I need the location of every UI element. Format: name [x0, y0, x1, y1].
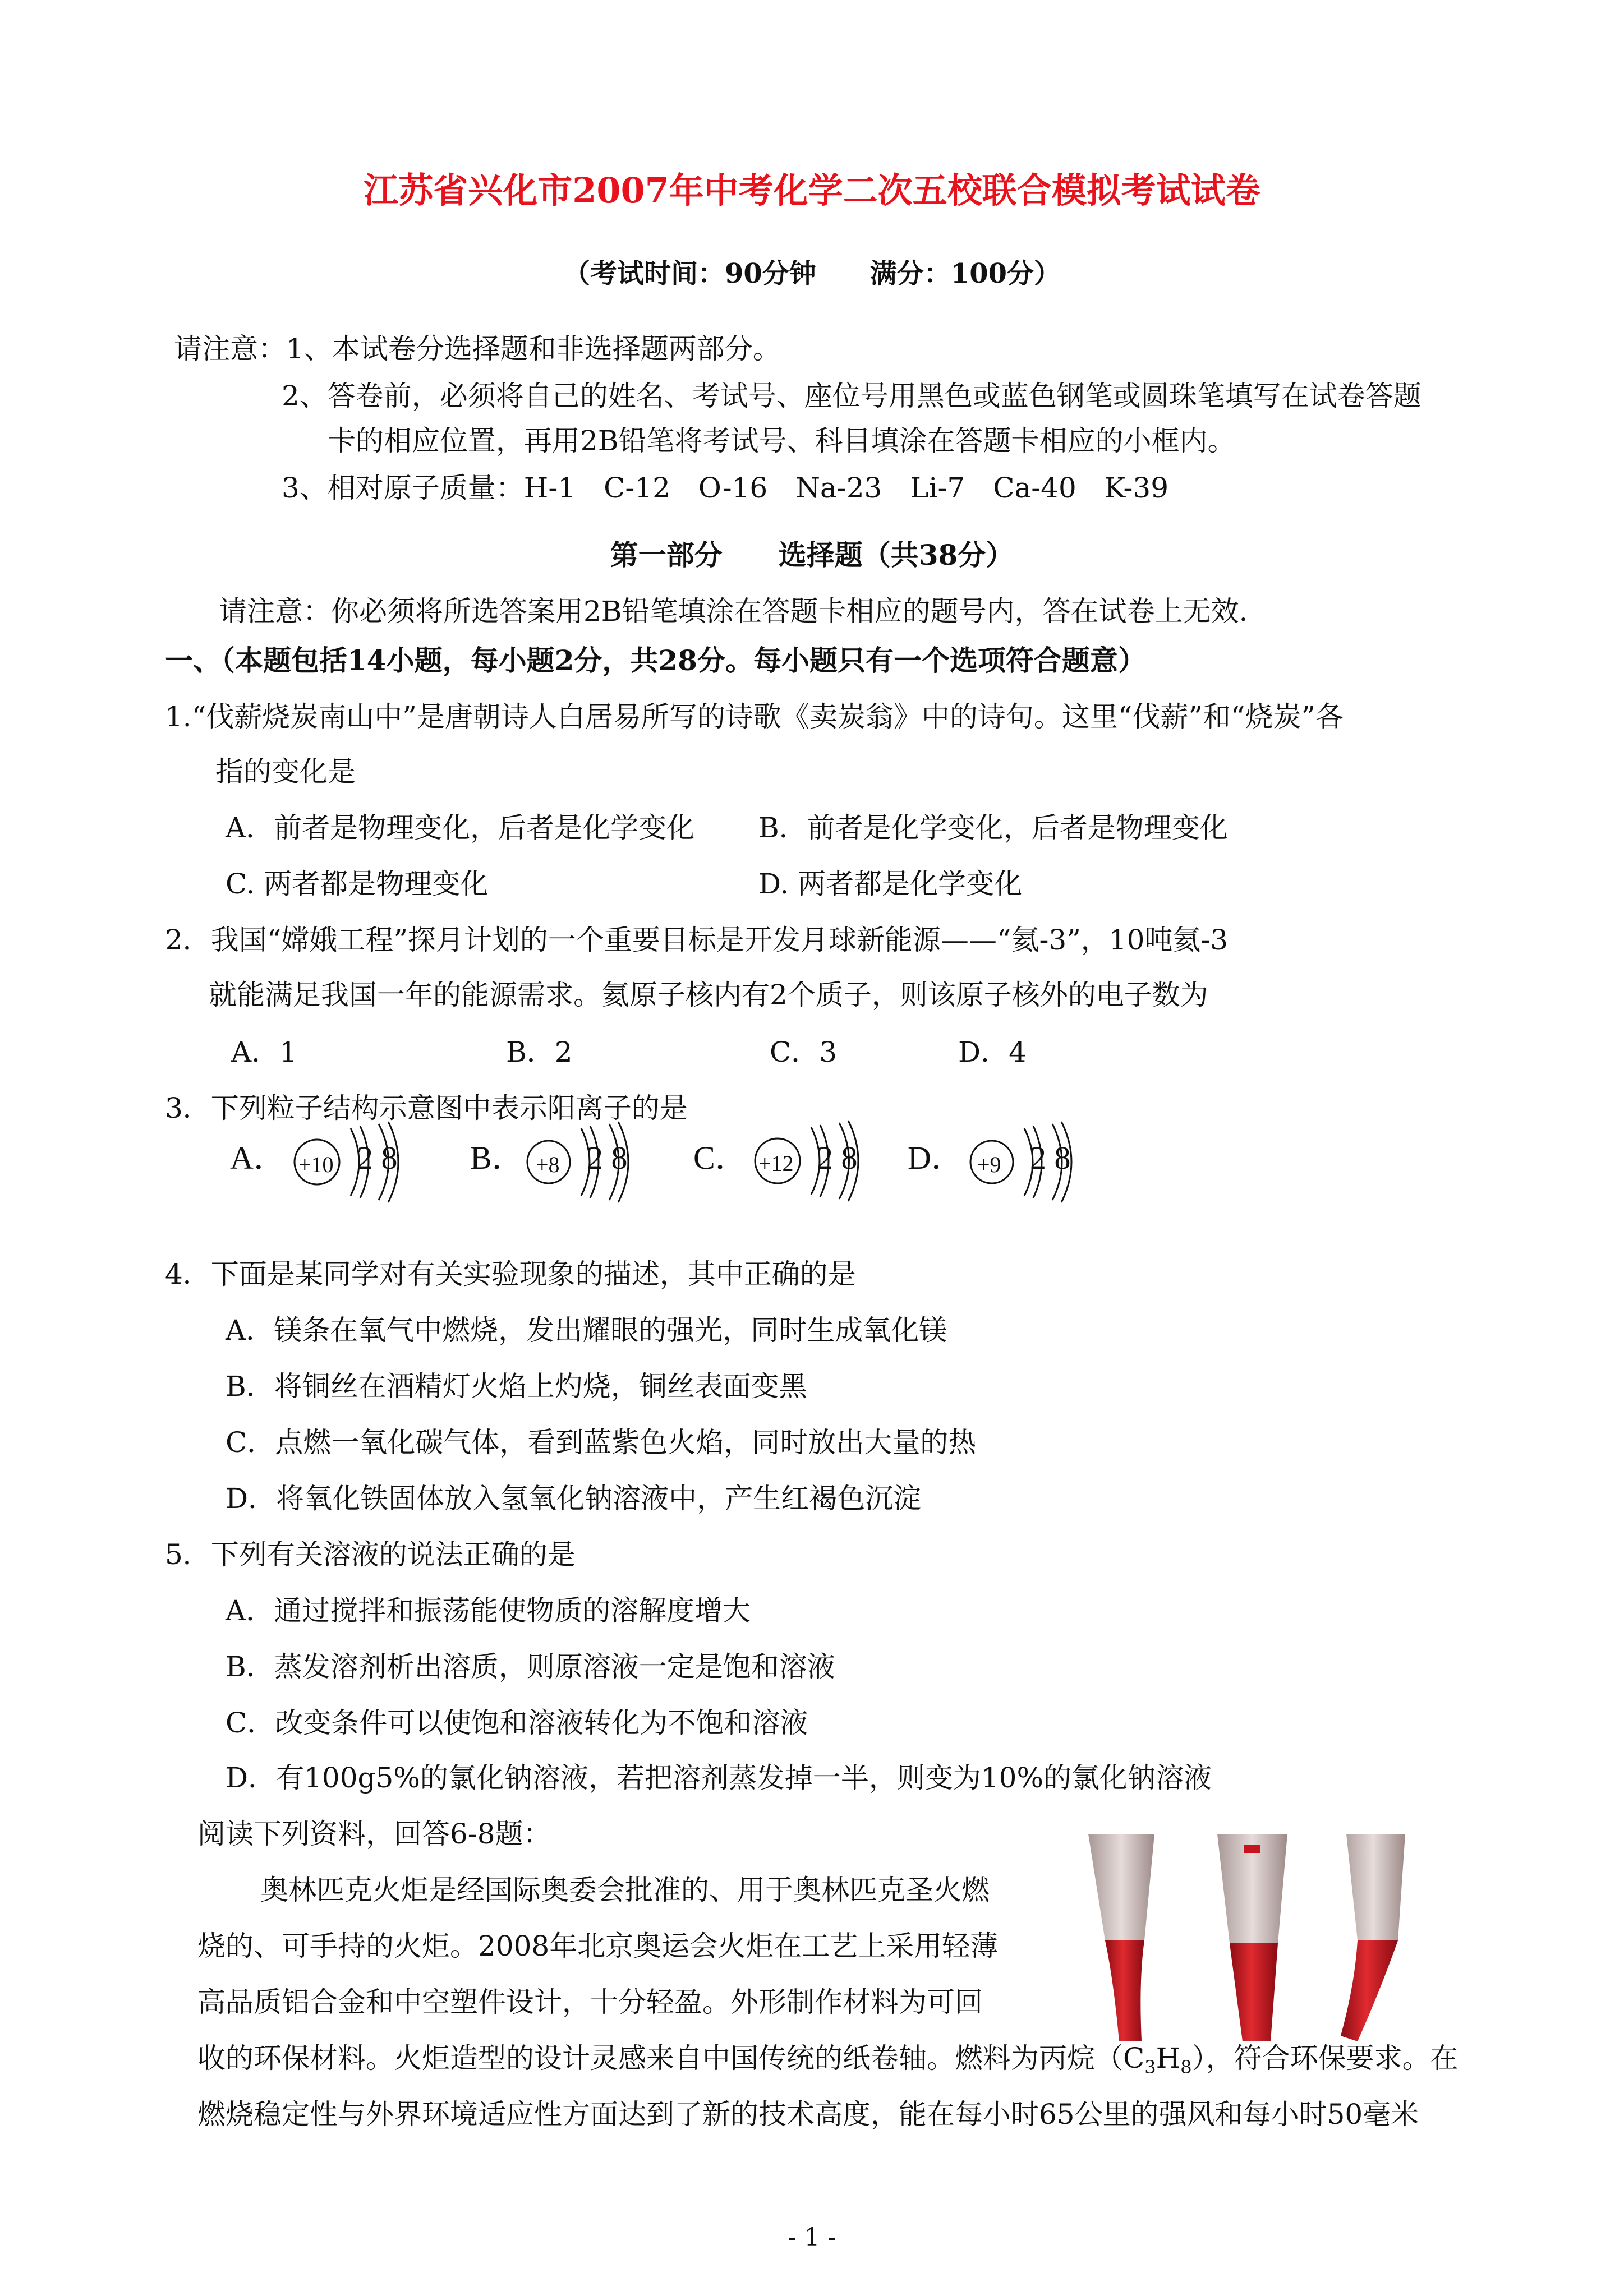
q3-stem: 3．下列粒子结构示意图中表示阳离子的是	[165, 1092, 688, 1124]
q3-option-c-label: C．	[693, 1140, 748, 1176]
q3-option-b-shells: 2 8	[587, 1140, 628, 1176]
exam-title: 江苏省兴化市2007年中考化学二次五校联合模拟考试试卷	[364, 170, 1260, 211]
reading-intro: 阅读下列资料，回答6-8题：	[197, 1818, 551, 1850]
q3-option-a-shells: 2 8	[357, 1140, 398, 1176]
q2-option-c: C．3	[770, 1036, 838, 1068]
section1-heading: 一、（本题包括14小题，每小题2分，共28分。每小题只有一个选项符合题意）	[165, 644, 1146, 677]
q5-option-c: C．改变条件可以使饱和溶液转化为不饱和溶液	[226, 1707, 808, 1739]
q2-option-a: A．1	[231, 1036, 297, 1068]
q3-option-d-label: D．	[908, 1140, 964, 1176]
reading-line-5: 燃烧稳定性与外界环境适应性方面达到了新的技术高度，能在每小时65公里的强风和每小时50毫米	[197, 2098, 1419, 2131]
reading-line-3: 高品质铝合金和中空塑件设计，十分轻盈。外形制作材料为可回	[197, 1986, 983, 2018]
reading-line-4-end: ），符合环保要求。在	[1191, 2042, 1459, 2074]
page-number: - 1 -	[788, 2223, 836, 2252]
reading-line-4	[197, 2041, 1459, 2084]
q3-option-d-shells: 2 8	[1030, 1140, 1071, 1176]
q3-option-a-diagram	[230, 1116, 415, 1206]
reading-line-2: 烧的、可手持的火炬。2008年北京奥运会火炬在工艺上采用轻薄	[197, 1930, 999, 1962]
atom-diagram-b	[470, 1116, 655, 1206]
torch-right-icon	[1341, 1834, 1405, 2041]
q4-option-a: A．镁条在氧气中燃烧，发出耀眼的强光，同时生成氧化镁	[226, 1314, 947, 1347]
q3-option-c-shells: 2 8	[817, 1140, 858, 1176]
propane-subscript-3: 3	[1144, 2057, 1156, 2078]
q4-option-b: B．将铜丝在酒精灯火焰上灼烧，铜丝表面变黑	[226, 1370, 807, 1403]
q3-option-a-label: A．	[230, 1140, 286, 1176]
q3-option-b-diagram	[470, 1116, 655, 1206]
q1-option-b: B．前者是化学变化，后者是物理变化	[758, 812, 1228, 844]
q3-option-b-label: B．	[470, 1140, 525, 1176]
q4-option-c: C．点燃一氧化碳气体，看到蓝紫色火焰，同时放出大量的热	[226, 1426, 977, 1459]
q3-option-c-diagram	[693, 1116, 878, 1206]
q2-option-d: D．4	[958, 1036, 1027, 1068]
q3-option-b-nucleus: +8	[536, 1152, 560, 1177]
q5-stem: 5．下列有关溶液的说法正确的是	[165, 1538, 576, 1571]
olympic-torch-image	[1060, 1834, 1624, 2047]
part1-heading: 第一部分 选择题（共38分）	[610, 538, 1014, 571]
notice-line-2: 2、答卷前，必须将自己的姓名、考试号、座位号用黑色或蓝色钢笔或圆珠笔填写在试卷答题	[282, 380, 1421, 412]
part1-note: 请注意：你必须将所选答案用2B铅笔填涂在答题卡相应的题号内，答在试卷上无效.	[219, 595, 1248, 628]
notice-line-3: 卡的相应位置，再用2B铅笔将考试号、科目填涂在答题卡相应的小框内。	[328, 425, 1236, 457]
q2-option-b: B．2	[506, 1036, 573, 1068]
q5-option-b: B．蒸发溶剂析出溶质，则原溶液一定是饱和溶液	[226, 1650, 835, 1683]
q3-option-d-nucleus: +9	[977, 1152, 1001, 1177]
reading-line-1: 奥林匹克火炬是经国际奥委会批准的、用于奥林匹克圣火燃	[260, 1874, 990, 1906]
notice-line-4: 3、相对原子质量：H-1 C-12 O-16 Na-23 Li-7 Ca-40 K-39	[282, 472, 1169, 504]
q3-option-a-nucleus: +10	[298, 1152, 334, 1177]
q3-option-d-diagram	[908, 1116, 1093, 1206]
q5-option-a: A．通过搅拌和振荡能使物质的溶解度增大	[226, 1594, 751, 1627]
q1-option-c: C. 两者都是物理变化	[226, 868, 489, 900]
q2-stem-line2: 就能满足我国一年的能源需求。氦原子核内有2个质子，则该原子核外的电子数为	[209, 979, 1208, 1011]
torch-middle-icon	[1217, 1834, 1287, 2041]
q1-stem-line1: 1.“伐薪烧炭南山中”是唐朝诗人白居易所写的诗歌《卖炭翁》中的诗句。这里“伐薪”和“烧炭”各	[165, 700, 1344, 733]
reading-line-4-start: 收的环保材料。火炬造型的设计灵感来自中国传统的纸卷轴。燃料为丙烷（C	[197, 2042, 1145, 2074]
notice-line-1: 请注意：1、本试卷分选择题和非选择题两部分。	[174, 333, 781, 365]
exam-subtitle: （考试时间：90分钟 满分：100分）	[563, 258, 1061, 289]
q2-stem-line1: 2．我国“嫦娥工程”探月计划的一个重要目标是开发月球新能源——“氦-3”，10吨氦-3	[165, 924, 1229, 956]
q4-option-d: D．将氧化铁固体放入氢氧化钠溶液中，产生红褐色沉淀	[226, 1482, 922, 1515]
torch-left-icon	[1088, 1834, 1154, 2041]
q1-option-d: D. 两者都是化学变化	[758, 868, 1023, 900]
propane-hydrogen: H	[1156, 2042, 1181, 2074]
q5-option-d: D．有100g5%的氯化钠溶液，若把溶剂蒸发掉一半，则变为10%的氯化钠溶液	[226, 1762, 1212, 1794]
q3-option-c-nucleus: +12	[758, 1151, 794, 1176]
q1-stem-line2: 指的变化是	[215, 755, 356, 788]
propane-subscript-8: 8	[1180, 2057, 1192, 2078]
q1-option-a: A．前者是物理变化，后者是化学变化	[226, 812, 695, 844]
q4-stem: 4．下面是某同学对有关实验现象的描述，其中正确的是	[165, 1258, 856, 1290]
